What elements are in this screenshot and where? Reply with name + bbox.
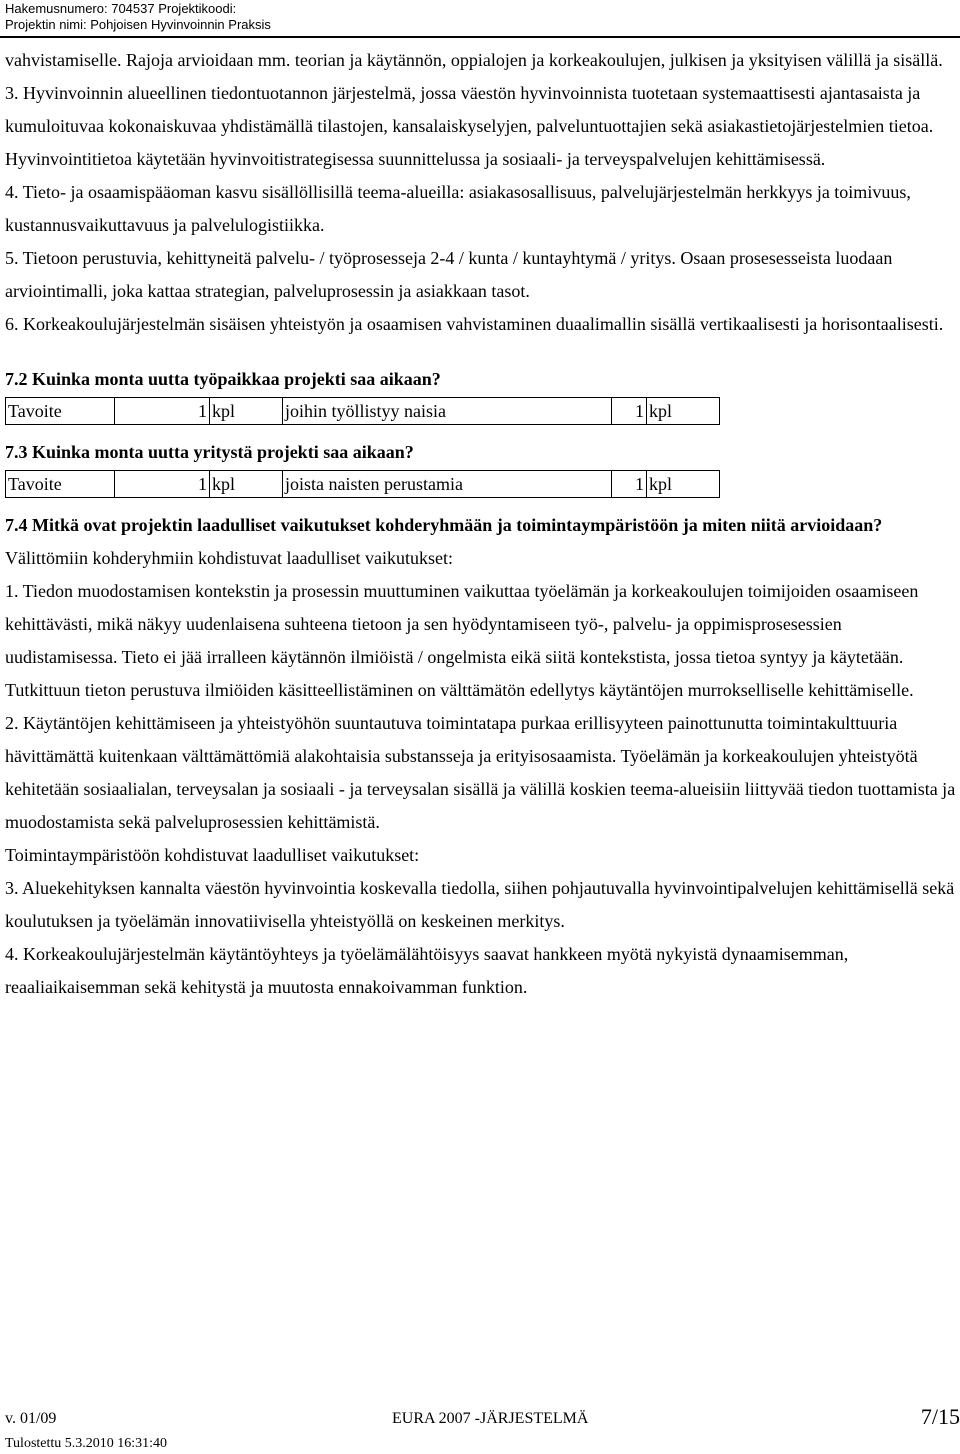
- subheading-target-groups: Välittömiin kohderyhmiin kohdistuvat laadulliset vaikutukset:: [5, 548, 453, 568]
- footer-page-number: 7/15: [920, 1404, 960, 1429]
- effect-item-1: 1. Tiedon muodostamisen kontekstin ja prosessin muuttuminen vaikuttaa työelämän ja korkeakoulujen toimijoiden osaamiseen kehittävästi, mikä näkyy uudenlaisena suhteena tietoon ja sen hyödyntamiseen työ-, palvelu- ja oppimisprosesessien uudistamisessa. Tieto ei jää irralleen käytännön ilmiöistä / ongelmista eikä siitä kontekstista, jossa tietoa syntyy ja käytetään. Tutkittuun tieton perustuva ilmiöiden käsitteellistäminen on välttämätön edellytys käytäntöjen murrokselliselle kehittämiselle.: [5, 581, 919, 700]
- women-value-cell: 1: [612, 471, 647, 498]
- target-label-cell: Tavoite: [6, 398, 115, 425]
- jobs-target-table: [5, 397, 720, 425]
- question-7-2-heading: 7.2 Kuinka monta uutta työpaikkaa projekti saa aikaan?: [5, 369, 441, 389]
- subheading-environment: Toimintaympäristöön kohdistuvat laadulliset vaikutukset:: [5, 845, 420, 865]
- footer-version: v. 01/09: [5, 1410, 57, 1427]
- effect-item-2: 2. Käytäntöjen kehittämiseen ja yhteistyöhön suuntautuva toimintatapa purkaa erillisyyteen painottunutta toimintakulttuuria hävittämättä kuitenkaan välttämättömiä alakohtaisia substansseja ja erityisosaamista. Työelämän ja korkeakoulujen yhteistyötä kehitetään sosiaalialan, terveysalan ja sosiaali - ja terveysalan sisällä ja välillä koskien teema-alueisiin liittyvää tiedon tuottamista ja muodostamista sekä palveluprosessien kehittämistä.: [5, 713, 956, 832]
- target-unit-cell: kpl: [210, 471, 283, 498]
- question-7-4-heading: 7.4 Mitkä ovat projektin laadulliset vaikutukset kohderyhmään ja toimintaympäristöön ja miten niitä arvioidaan?: [5, 515, 883, 535]
- women-unit-cell: kpl: [647, 398, 720, 425]
- header-project-name: Projektin nimi: Pohjoisen Hyvinvoinnin Praksis: [5, 17, 271, 32]
- effect-item-4: 4. Korkeakoulujärjestelmän käytäntöyhteys ja työelämälähtöisyys saavat hankkeen myötä nykyistä dynaamisemman, reaaliaikaisemman sekä kehitystä ja muutosta ennakoivamman funktion.: [5, 944, 849, 997]
- header-application-number: Hakemusnumero: 704537 Projektikoodi:: [5, 1, 237, 16]
- women-value-cell: 1: [612, 398, 647, 425]
- paragraph-item-6: 6. Korkeakoulujärjestelmän sisäisen yhteistyön ja osaamisen vahvistaminen duaalimallin sisällä vertikaalisesti ja horisontaalisesti.: [5, 314, 944, 334]
- paragraph-continued: vahvistamiselle. Rajoja arvioidaan mm. teorian ja käytännön, oppialojen ja korkeakoulujen, julkisen ja yksityisen välillä ja sisällä.: [5, 50, 943, 70]
- target-value-cell: 1: [115, 471, 210, 498]
- effect-item-3: 3. Aluekehityksen kannalta väestön hyvinvointia koskevalla tiedolla, siihen pohjautuvalla hyvinvointipalvelujen kehittämisellä sekä koulutuksen ja työelämän innovatiivisella yhteistyöllä on keskeinen merkitys.: [5, 878, 955, 931]
- paragraph-item-3: 3. Hyvinvoinnin alueellinen tiedontuotannon järjestelmä, jossa väestön hyvinvoinnista tuotetaan systemaattisesti ajantasaista ja kumuloituvaa kokonaiskuvaa yhdistämällä tilastojen, kansalaiskyselyjen, palveluntuottajien sekä asiakastietojärjestelmien tietoa. Hyvinvointitietoa käytetään hyvinvoitistrategisessa suunnittelussa ja sosiaali- ja terveyspalvelujen kehittämisessä.: [5, 83, 934, 169]
- table-row: [6, 398, 720, 425]
- footer-printed-date: Tulostettu 5.3.2010 16:31:40: [5, 1436, 168, 1451]
- companies-target-table: [5, 470, 720, 498]
- women-unit-cell: kpl: [647, 471, 720, 498]
- paragraph-item-4: 4. Tieto- ja osaamispääoman kasvu sisällöllisillä teema-alueilla: asiakasosallisuus, palvelujärjestelmän herkkyys ja toimivuus, kustannusvaikuttavuus ja palvelulogistiikka.: [5, 182, 911, 235]
- page-header: [5, 1, 945, 33]
- target-unit-cell: kpl: [210, 398, 283, 425]
- document-body: [5, 44, 957, 1004]
- women-label-cell: joista naisten perustamia: [283, 471, 612, 498]
- women-label-cell: joihin työllistyy naisia: [283, 398, 612, 425]
- footer-program: EURA 2007 -JÄRJESTELMÄ: [392, 1410, 589, 1427]
- table-row: [6, 471, 720, 498]
- paragraph-item-5: 5. Tietoon perustuvia, kehittyneitä palvelu- / työprosesseja 2-4 / kunta / kuntayhtymä / yritys. Osaan prosesesseista luodaan arviointimalli, joka kattaa strategian, palveluprosessin ja asiakkaan tasot.: [5, 248, 893, 301]
- target-label-cell: Tavoite: [6, 471, 115, 498]
- question-7-3-heading: 7.3 Kuinka monta uutta yritystä projekti saa aikaan?: [5, 442, 414, 462]
- header-divider: [0, 36, 960, 38]
- target-value-cell: 1: [115, 398, 210, 425]
